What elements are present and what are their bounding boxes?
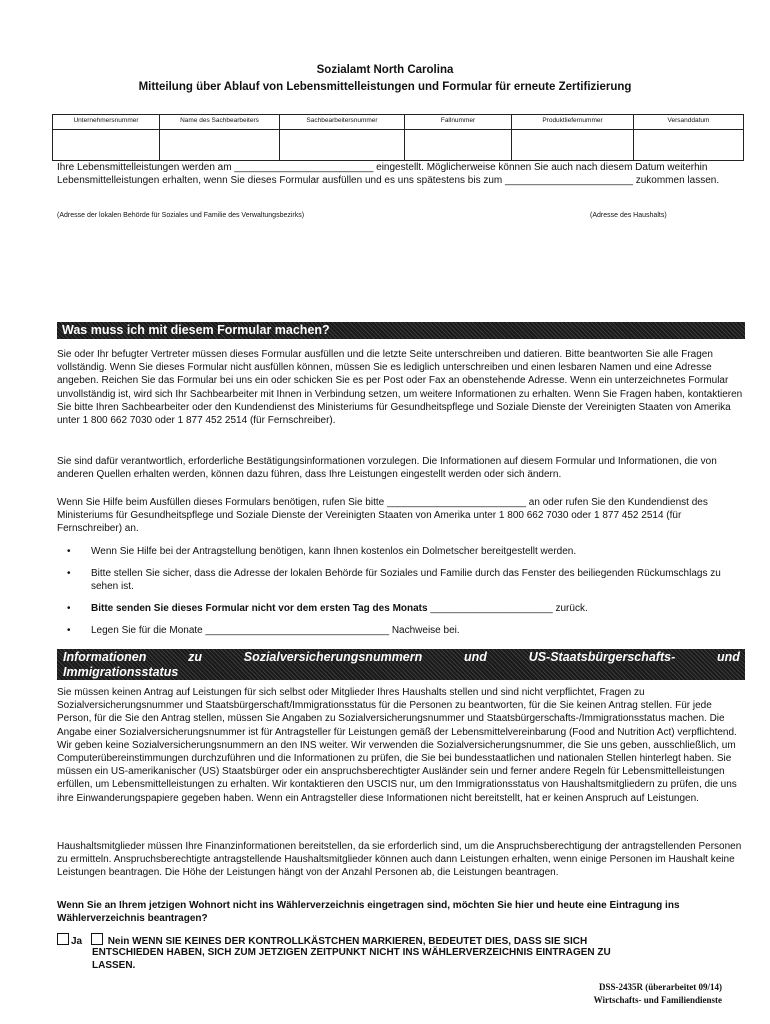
yes-label: Ja (71, 936, 83, 947)
no-label-line-3: LASSEN. (92, 960, 136, 971)
section1-paragraph-3: Wenn Sie Hilfe beim Ausfüllen dieses Formulars benötigen, rufen Sie bitte _________________________ an oder rufen Sie den Kundendienst des Ministeriums für Gesundheitspflege und Soziale Dienste der Vereinigten Staaten von Amerika unter 1 800 662 7030 oder 1 877 452 2514 (für Fernschreiber) an. (57, 497, 708, 535)
no-label-line-2: ENTSCHIEDEN HABEN, SICH ZUM JETZIGEN ZEITPUNKT NICHT INS WÄHLERVERZEICHNIS EINTRAGEN ZU (92, 947, 611, 958)
caseworker-name-field[interactable] (160, 130, 280, 161)
column-header: Produktliefernummer (512, 115, 634, 130)
product-number-field[interactable] (512, 130, 634, 161)
bullet-bold-text: Bitte senden Sie dieses Formular nicht vor dem ersten Tag des Monats (91, 603, 428, 614)
column-header: Sachbearbeitersnummer (280, 115, 405, 130)
section-heading-form: Was muss ich mit diesem Formular machen? (57, 322, 745, 339)
bullet-icon: • (67, 546, 71, 557)
section2-paragraph-2: Haushaltsmitglieder müssen Ihre Finanzinformationen bereitstellen, da sie erforderlich sind, um die Anspruchsberechtigung der antragstellenden Personen zu ermitteln. Anspruchsberechtigte antragstellende Haushaltsmitglieder können auch dann Leistungen erhalten, wenn einige Personen im Haushalt keine Leistungen beantragen. Die Höhe der Leistungen hängt von der Anzahl Personen ab, die Leistungen beantragen. (57, 841, 742, 879)
column-header: Name des Sachbearbeiters (160, 115, 280, 130)
section1-paragraph-2: Sie sind dafür verantwortlich, erforderliche Bestätigungsinformationen vorzulegen. Die Informationen auf diesem Formular und Informationen, die von anderen Quellen erhalten werden, können dazu führen, dass Ihre Leistungen eingestellt werden oder sich ändern. (57, 456, 717, 481)
provider-number-field[interactable] (53, 130, 160, 161)
form-title: Mitteilung über Ablauf von Lebensmittelleistungen und Formular für erneute Zertifizierung (138, 81, 632, 93)
yes-checkbox[interactable] (57, 933, 69, 945)
household-address-label: (Adresse des Haushalts) (590, 212, 667, 219)
column-header: Unternehmersnummer (53, 115, 160, 130)
column-header: Fallnummer (405, 115, 512, 130)
form-code: DSS-2435R (überarbeitet 09/14) (599, 982, 722, 992)
section2-paragraph-1: Sie müssen keinen Antrag auf Leistungen für sich selbst oder Mitglieder Ihres Haushalts stellen und sind nicht verpflichtet, Fragen zu Sozialversicherungsnummer und Staatsbürgerschaft/Immigrationsstatus für die Personen zu beantworten, für die Sie keinen Antrag stellen. Für jede Person, für die Sie den Antrag stellen, müssen Sie Angaben zu Sozialversicherungsnummer und Staatsbürgerschafts-/Immigrationsstatus machen. Die Angabe einer Sozialversicherungsnummer ist für Antragsteller für Leistungen gemäß der Lebensmittelvereinbarung (Food and Nutrition Act) verpflichtend. Wir geben keine Sozialversicherungsnummern an den INS weiter. Wir verwenden die Sozialversicherungsnummer, die Sie uns geben, ausschließlich, um Computerübereinstimmungen durchzuführen und die Informationen zu prüfen, die Sie bei bundesstaatlichen und nationalen Stellen hinterlegt haben. Sie müssen ein US-amerikanischer (US) Staatsbürger oder ein anspruchsberechtigter Ausländer sein und ferner andere Regeln für Lebensmittelleistungen erfüllen, um Lebensmittelleistungen zu erhalten. Wir kontaktieren den USCIS nur, um den Immigrationsstatus von Haushaltsmitgliedern zu prüfen, die uns ihre Einwanderungspapiere gegeben haben. Wenn ein Antragsteller diese Informationen nicht bereitstellt, hat er keinen Anspruch auf Leistungen. (57, 687, 737, 804)
bullet-icon: • (67, 603, 71, 614)
case-number-field[interactable] (405, 130, 512, 161)
section-heading-ssn: Informationen zu Sozialversicherungsnummern und US-Staatsbürgerschafts- und Immigrationsstatus (57, 649, 745, 680)
bullet-icon: • (67, 625, 71, 636)
column-header: Versanddatum (634, 115, 744, 130)
agency-address-label: (Adresse der lokalen Behörde für Soziales und Familie des Verwaltungsbezirks) (57, 212, 305, 219)
no-label: Nein WENN SIE KEINES DER KONTROLLKÄSTCHEN MARKIEREN, BEDEUTET DIES, DASS SIE SICH (107, 936, 588, 947)
mailing-date-field[interactable] (634, 130, 744, 161)
bullet-blank: ______________________ zurück. (427, 603, 588, 614)
section1-paragraph-1: Sie oder Ihr befugter Vertreter müssen dieses Formular ausfüllen und die letzte Seite unterschreiben und datieren. Bitte beantworten Sie alle Fragen vollständig. Wenn Sie dieses Formular nicht ausfüllen können, müssen Sie es lediglich unterschreiben und einen lesbaren Namen und eine Adresse angeben. Reichen Sie das Formular bei uns ein oder schicken Sie es per Post oder Fax an obenstehende Adresse. Wenn ein unterzeichnetes Formular unvollständig ist, wird sich Ihr Sachbearbeiter mit Ihnen in Verbindung setzen, um weitere Informationen zu erhalten. Wenn Sie Fragen haben, kontaktieren Sie bitte Ihren Sachbearbeiter oder den Kundendienst des Ministeriums für Gesundheitspflege und Soziale Dienste der Vereinigten Staaten von Amerika unter 1 800 662 7030 oder 1 877 452 2514 (für Fernschreiber). (57, 349, 743, 427)
department-name: Wirtschafts- und Familiendienste (593, 995, 722, 1005)
bullet-icon: • (67, 568, 71, 579)
case-info-table (52, 114, 744, 161)
intro-text: Ihre Lebensmittelleistungen werden am _________________________ eingestellt. Möglicherweise können Sie auch nach diesem Datum weiterhin Lebensmittelleistungen erhalten, wenn Sie dieses Formular ausfüllen und es uns spätestens bis zum _______________________ zukommen lassen. (57, 162, 720, 187)
no-checkbox[interactable] (91, 933, 103, 945)
voter-question: Wenn Sie an Ihrem jetzigen Wohnort nicht ins Wählerverzeichnis eingetragen sind, möchten Sie hier und heute eine Eintragung ins Wählerverzeichnis beantragen? (57, 900, 680, 925)
caseworker-number-field[interactable] (280, 130, 405, 161)
agency-title: Sozialamt North Carolina (316, 64, 454, 76)
